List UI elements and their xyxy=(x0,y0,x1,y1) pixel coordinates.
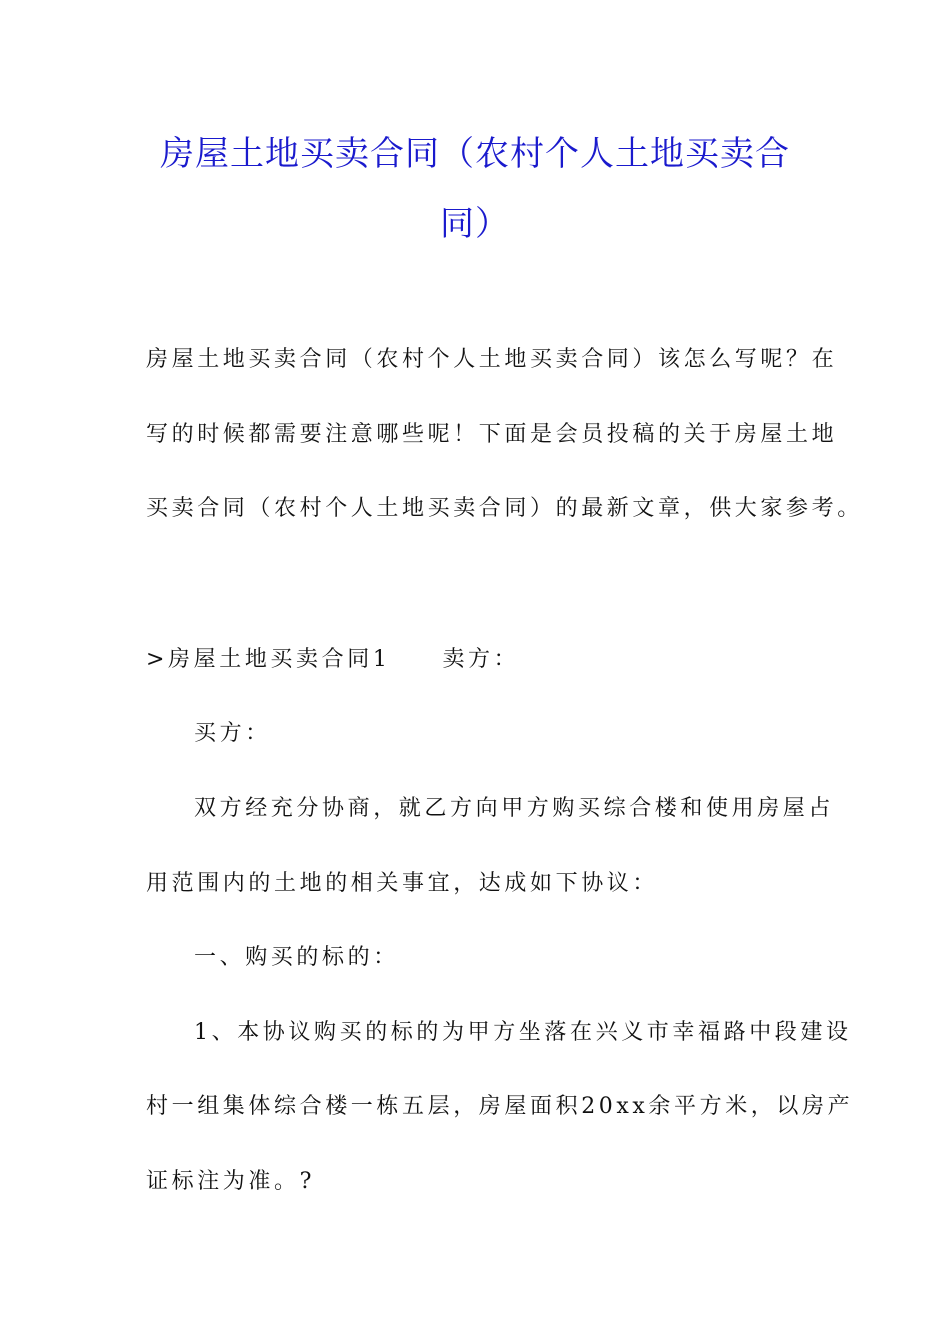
document-title-line-2: 同） xyxy=(440,204,510,244)
section-heading-row xyxy=(146,645,519,675)
intro-line-3: 买卖合同（农村个人土地买卖合同）的最新文章，供大家参考。 xyxy=(146,496,863,521)
intro-line-1: 房屋土地买卖合同（农村个人土地买卖合同）该怎么写呢？在 xyxy=(146,347,838,372)
item-1-line-3: 证标注为准。? xyxy=(146,1169,315,1194)
buyer-label: 买方： xyxy=(194,721,271,746)
document-title-line-1: 房屋土地买卖合同（农村个人土地买卖合 xyxy=(160,134,790,174)
section-heading: >房屋土地买卖合同1 xyxy=(146,647,391,672)
item-1-line-1: 1、本协议购买的标的为甲方坐落在兴义市幸福路中段建设 xyxy=(194,1020,852,1045)
intro-line-2: 写的时候都需要注意哪些呢！下面是会员投稿的关于房屋土地 xyxy=(146,422,838,447)
paragraph-1-line-2: 用范围内的土地的相关事宜，达成如下协议： xyxy=(146,871,659,896)
item-heading: 一、购买的标的： xyxy=(194,945,399,970)
paragraph-1-line-1: 双方经充分协商，就乙方向甲方购买综合楼和使用房屋占 xyxy=(194,796,835,821)
item-1-line-2: 村一组集体综合楼一栋五层，房屋面积20xx余平方米，以房产 xyxy=(146,1094,854,1119)
seller-label: 卖方： xyxy=(442,647,520,672)
